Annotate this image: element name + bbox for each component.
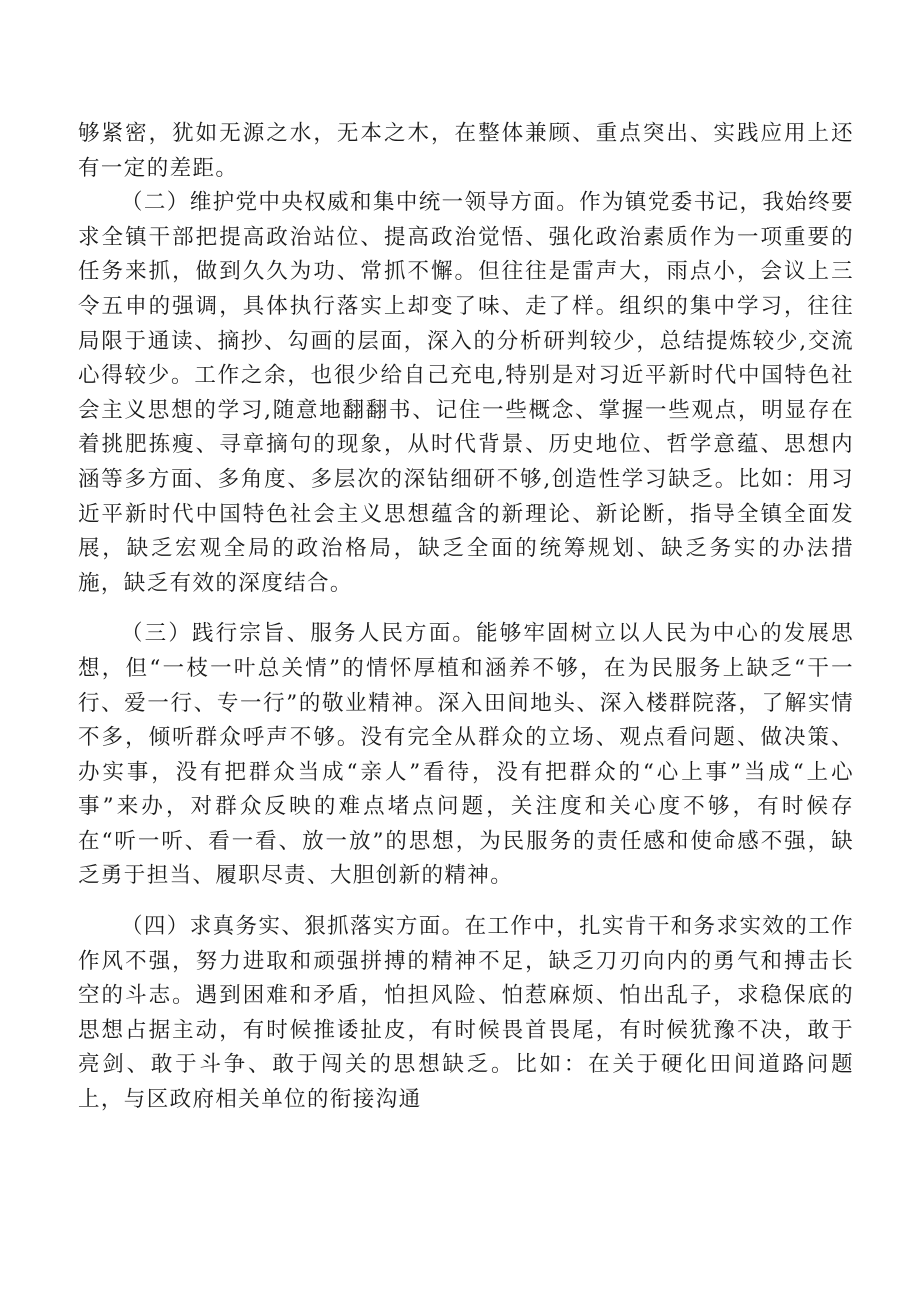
paragraph-section-2: （二）维护党中央权威和集中统一领导方面。作为镇党委书记，我始终要求全镇干部把提高政治站位、提高政治觉悟、强化政治素质作为一项重要的任务来抓，做到久久为功、常抓不懈。但往往是雷声大，雨点小，会议上三令五申的强调，具体执行落实上却变了味、走了样。组织的集中学习，往往局限于通读、摘抄、勾画的层面，深入的分析研判较少，总结提炼较少,交流心得较少。工作之余，也很少给自己充电,特别是对习近平新时代中国特色社会主义思想的学习,随意地翻翻书、记住一些概念、掌握一些观点，明显存在着挑肥拣瘦、寻章摘句的现象，从时代背景、历史地位、哲学意蕴、思想内涵等多方面、多角度、多层次的深钻细研不够,创造性学习缺乏。比如：用习近平新时代中国特色社会主义思想蕴含的新理论、新论断，指导全镇全面发展，缺乏宏观全局的政治格局，缺乏全面的统筹规划、缺乏务实的办法措施，缺乏有效的深度结合。 — [78, 190, 855, 596]
paragraph-section-3: （三）践行宗旨、服务人民方面。能够牢固树立以人民为中心的发展思想，但“一枝一叶总关情”的情怀厚植和涵养不够，在为民服务上缺乏“干一行、爱一行、专一行”的敬业精神。深入田间地头、深入楼群院落，了解实情不多，倾听群众呼声不够。没有完全从群众的立场、观点看问题、做决策、办实事，没有把群众当成“亲人”看待，没有把群众的“心上事”当成“上心事”来办，对群众反映的难点堵点问题，关注度和关心度不够，有时候存在“听一听、看一看、放一放”的思想，为民服务的责任感和使命感不强，缺乏勇于担当、履职尽责、大胆创新的精神。 — [78, 621, 854, 889]
paragraph-section-4: （四）求真务实、狠抓落实方面。在工作中，扎实肯干和务求实效的工作作风不强，努力进取和顽强拼搏的精神不足，缺乏刀刃向内的勇气和搏击长空的斗志。遇到困难和矛盾，怕担风险、怕惹麻烦、怕出乱子，求稳保底的思想占据主动，有时候推诿扯皮，有时候畏首畏尾，有时候犹豫不决，敢于亮剑、敢于斗争、敢于闯关的思想缺乏。比如：在关于硬化田间道路问题上，与区政府相关单位的衔接沟通 — [78, 914, 854, 1113]
paragraph-continued: 够紧密，犹如无源之水，无本之木，在整体兼顾、重点突出、实践应用上还有一定的差距。 — [78, 121, 854, 181]
document-body — [78, 117, 854, 1118]
